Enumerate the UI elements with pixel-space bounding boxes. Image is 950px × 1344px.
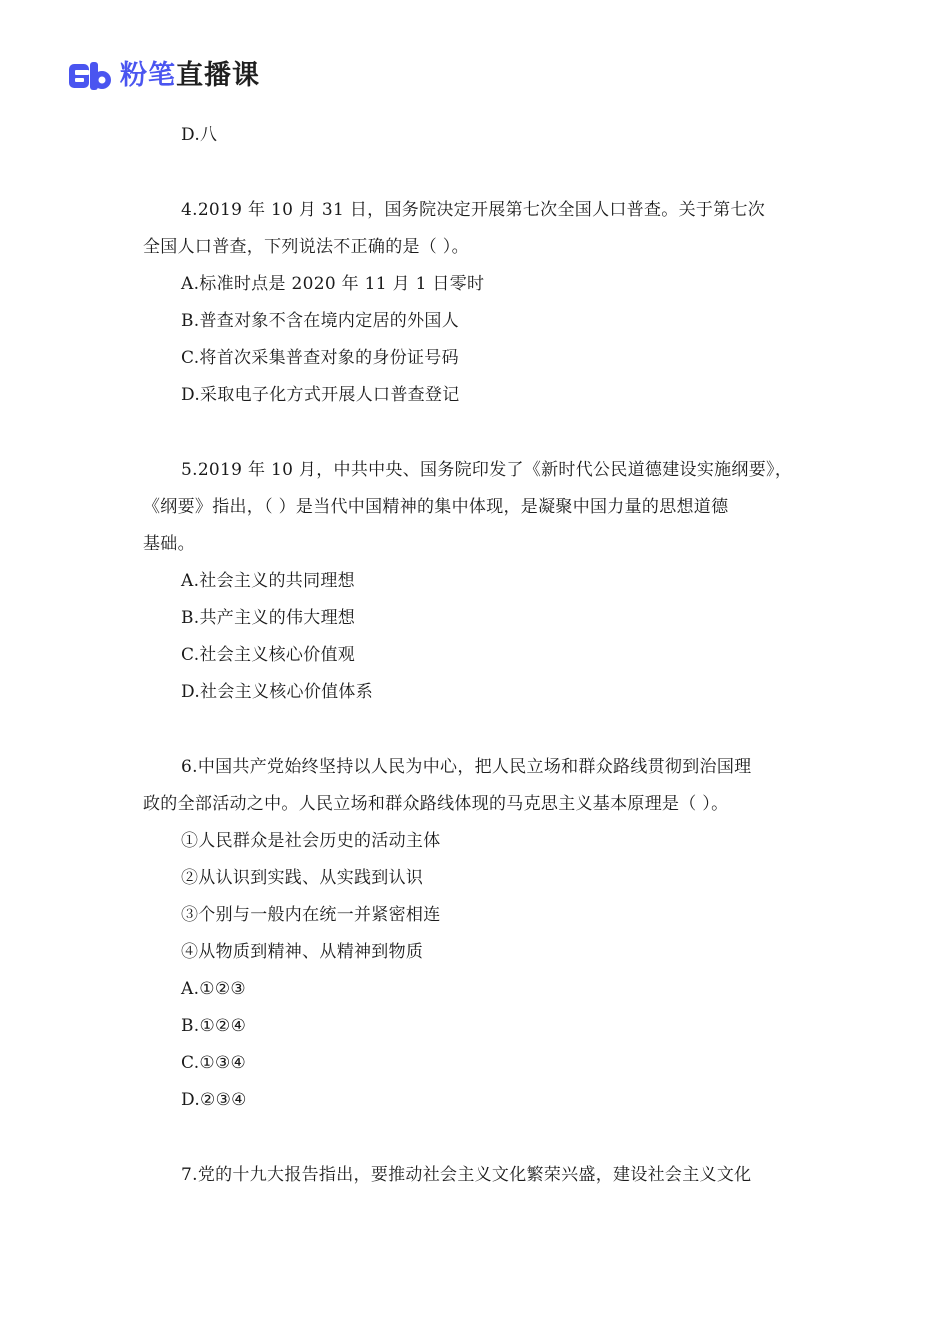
brand-suffix: 直播课	[176, 60, 260, 91]
q4-option-a: A.标准时点是 2020 年 11 月 1 日零时	[181, 274, 485, 294]
q5-stem-line: 基础。	[143, 534, 195, 554]
spacer	[143, 1119, 808, 1157]
q5-option-c: C.社会主义核心价值观	[181, 645, 356, 665]
q7-stem-line: 7.党的十九大报告指出，要推动社会主义文化繁荣兴盛，建设社会主义文化	[181, 1165, 752, 1185]
spacer	[143, 154, 808, 192]
q5-option-a: A.社会主义的共同理想	[181, 571, 355, 591]
q6-statement-1: ①人民群众是社会历史的活动主体	[181, 831, 441, 851]
q6-statement-2: ②从认识到实践、从实践到认识	[181, 868, 424, 888]
q5-stem-line: 《纲要》指出，（ ）是当代中国精神的集中体现，是凝聚中国力量的思想道德	[143, 497, 729, 517]
q4-option-d: D.采取电子化方式开展人口普查登记	[181, 385, 460, 405]
spacer	[143, 414, 808, 452]
q6-stem-line: 政的全部活动之中。人民立场和群众路线体现的马克思主义基本原理是（ ）。	[143, 794, 729, 814]
q5-option-b: B.共产主义的伟大理想	[181, 608, 356, 628]
q6-option-b: B.①②④	[181, 1016, 247, 1036]
spacer	[143, 711, 808, 749]
page-header	[68, 58, 260, 94]
q6-option-a: A.①②③	[181, 979, 246, 999]
q6-option-c: C.①③④	[181, 1053, 247, 1073]
q6-statement-4: ④从物质到精神、从精神到物质	[181, 942, 424, 962]
q4-option-b: B.普查对象不含在境内定居的外国人	[181, 311, 459, 331]
q6-option-d: D.②③④	[181, 1090, 247, 1110]
q4-stem-line: 全国人口普查，下列说法不正确的是（ ）。	[143, 237, 469, 257]
fenbi-fb-logo-icon	[68, 61, 112, 91]
prev-option-d: D.八	[181, 125, 218, 145]
brand-name: 粉笔	[120, 60, 176, 91]
document-body	[143, 117, 808, 1194]
q5-stem-line: 5.2019 年 10 月，中共中央、国务院印发了《新时代公民道德建设实施纲要》，	[181, 460, 793, 480]
q4-stem-line: 4.2019 年 10 月 31 日，国务院决定开展第七次全国人口普查。关于第七次	[181, 200, 766, 220]
brand-wordmark	[120, 58, 260, 94]
q6-statement-3: ③个别与一般内在统一并紧密相连	[181, 905, 441, 925]
q5-option-d: D.社会主义核心价值体系	[181, 682, 374, 702]
q6-stem-line: 6.中国共产党始终坚持以人民为中心，把人民立场和群众路线贯彻到治国理	[181, 757, 752, 777]
q4-option-c: C.将首次采集普查对象的身份证号码	[181, 348, 459, 368]
